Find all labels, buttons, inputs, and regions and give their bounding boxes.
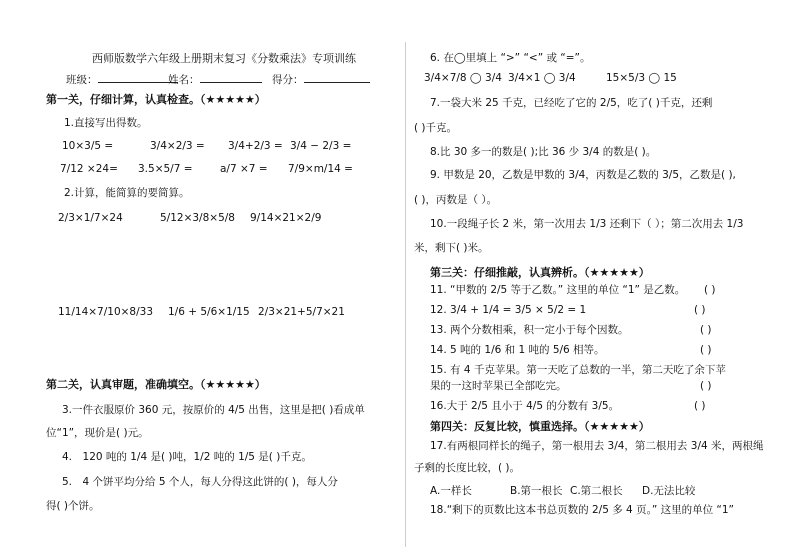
answer-paren: ( ) [694,400,706,412]
question-9-line-2: ( )，丙数是（ ）。 [414,194,498,206]
question-9-line-1: 9. 甲数是 20，乙数是甲数的 3/4，丙数是乙数的 3/5，乙数是( ), [430,169,736,181]
calc-item: 5/12×3/8×5/8 [160,212,235,224]
calc-item: 2/3×1/7×24 [58,212,123,224]
section-2-title: 第二关，认真审题，准确填空。（★★★★★） [46,378,266,391]
question-17-line-1: 17.有两根同样长的绳子，第一根用去 3/4，第二根用去 3/4 米，两根绳 [430,440,764,452]
section-4-title: 第四关：反复比较，慎重选择。（★★★★★） [430,420,650,433]
question-3-line-2: 位“1”，现价是( )元。 [46,427,149,439]
compare-item: 3/4×7/8 ◯ 3/4 [424,72,502,84]
answer-paren: ( ) [700,380,712,392]
option-b: B.第一根长 [510,485,563,497]
question-7-line-2: ( )千克。 [414,122,458,134]
judge-item-cont: 果的一这时苹果已全部吃完。 [430,380,567,392]
question-2: 2.计算，能简算的要简算。 [64,187,190,199]
option-c: C.第二根长 [570,485,623,497]
judge-item: 14. 5 吨的 1/6 和 1 吨的 5/6 相等。 [430,344,605,356]
calc-item: 11/14×7/10×8/33 [58,306,154,318]
judge-item: 11. “甲数的 2/5 等于乙数。” 这里的单位 “1” 是乙数。 [430,284,686,296]
score-field: 得分： [272,72,370,87]
column-divider [405,42,406,547]
question-5-line-1: 5. 4 个饼平均分给 5 个人，每人分得这此饼的( )，每人分 [62,476,338,488]
calc-item: a/7 ×7 = [220,163,268,175]
question-7-line-1: 7.一袋大米 25 千克，已经吃了它的 2/5，吃了( )千克，还剩 [430,97,713,109]
question-5-line-2: 得( )个饼。 [46,500,100,512]
question-1: 1.直接写出得数。 [64,117,148,129]
calc-item: 3.5×5/7 = [138,163,193,175]
calc-item: 3/4+2/3 = [228,140,283,152]
question-18: 18.“剩下的页数比这本书总页数的 2/5 多 4 页。” 这里的单位 “1” [430,504,734,516]
option-a: A.一样长 [430,485,472,497]
section-3-title: 第三关：仔细推敲，认真辨析。（★★★★★） [430,266,650,279]
answer-paren: ( ) [700,324,712,336]
judge-item: 12. 3/4 + 1/4 = 3/5 × 5/2 = 1 [430,304,587,316]
question-8: 8.比 30 多一的数是( );比 36 少 3/4 的数是( )。 [430,146,657,158]
question-17-line-2: 子剩的长度比较，( )。 [414,462,521,474]
calc-item: 1/6 + 5/6×1/15 [168,306,250,318]
page-title: 西师版数学六年级上册期末复习《分数乘法》专项训练 [92,52,356,65]
judge-item: 13. 两个分数相乘，积一定小于每个因数。 [430,324,629,336]
judge-item: 16.大于 2/5 且小于 4/5 的分数有 3/5。 [430,400,620,412]
calc-item: 7/12 ×24= [60,163,118,175]
calc-item: 10×3/5 = [62,140,114,152]
compare-item: 15×5/3 ◯ 15 [606,72,677,84]
compare-item: 3/4×1 ◯ 3/4 [508,72,576,84]
calc-item: 9/14×21×2/9 [250,212,322,224]
answer-paren: ( ) [694,304,706,316]
calc-item: 3/4 − 2/3 = [290,140,352,152]
class-field: 班级： [66,72,178,87]
judge-item: 15. 有 4 千克苹果。第一天吃了总数的一半，第二天吃了余下苹 [430,364,726,376]
calc-item: 2/3×21+5/7×21 [258,306,345,318]
calc-item: 3/4×2/3 = [150,140,205,152]
question-6: 6. 在◯里填上 “>” “<” 或 “=”。 [430,52,591,64]
name-field: 姓名： [168,72,262,87]
question-10-line-1: 10.一段绳子长 2 米，第一次用去 1/3 还剩下（ ）；第二次用去 1/3 [430,218,744,230]
question-3-line-1: 3.一件衣服原价 360 元，按原价的 4/5 出售，这里是把( )看成单 [62,404,365,416]
section-1-title: 第一关，仔细计算，认真检查。（★★★★★） [46,93,266,106]
answer-paren: ( ) [700,344,712,356]
option-d: D.无法比较 [642,485,696,497]
question-10-line-2: 米，剩下( )米。 [414,242,489,254]
calc-item: 7/9×m/14 = [288,163,353,175]
answer-paren: ( ) [704,284,716,296]
question-4: 4. 120 吨的 1/4 是( )吨，1/2 吨的 1/5 是( )千克。 [62,451,312,463]
